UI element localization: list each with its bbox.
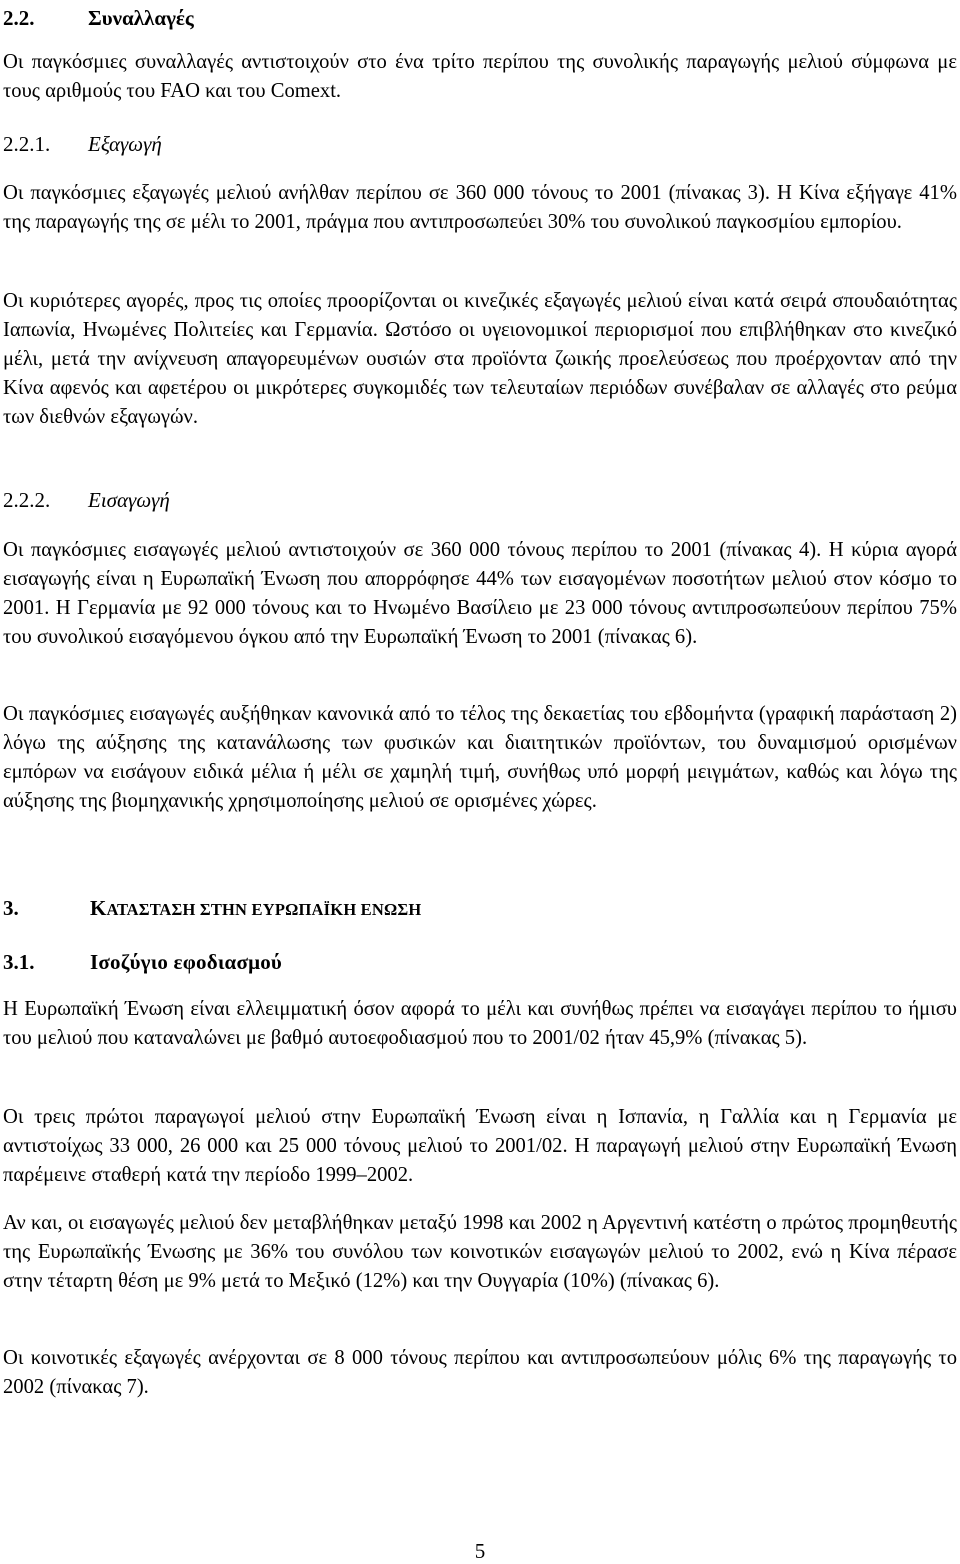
section-title: Ισοζύγιο εφοδιασμού <box>90 950 282 974</box>
paragraph-exports-2: Οι κυριότερες αγορές, προς τις οποίες προορίζονται οι κινεζικές εξαγωγές μελιού είναι κατά σειρά σπουδαιότητας Ιαπωνία, Ηνωμένες Πολιτείες και Γερμανία. Ωστόσο οι υγειονομικοί περιορισμοί που επιβλήθηκαν στο κινεζικό μέλι, μετά την ανίχνευση απαγορευμένων ουσιών στα προϊόντα ζωικής προελεύσεως που προέρχονταν από την Κίνα αφενός και αφετέρου οι μικρότερες συγκομιδές των τελευταίων περιόδων συνέβαλαν σε αλλαγές στο ρεύμα των διεθνών εξαγωγών. <box>3 290 957 428</box>
section-title: Εισαγωγή <box>88 488 170 512</box>
section-title: Εξαγωγή <box>88 132 162 156</box>
section-number: 2.2.1. <box>3 132 51 156</box>
section-heading-2-2-2 <box>3 486 957 515</box>
paragraph-imports-2: Οι παγκόσμιες εισαγωγές αυξήθηκαν κανονικά από το τέλος της δεκαετίας του εβδομήντα (γραφική παράσταση 2) λόγω της αύξησης της κατανάλωσης των φυσικών και διαιτητικών προϊόντων, του δυναμισμού ορισμένων εμπόρων να εισάγουν ειδικά μέλια ή μέλι σε χαμηλή τιμή, συνήθως υπό μορφή μειγμάτων, καθώς και λόγω της αύξησης της βιομηχανικής χρησιμοποίησης μελιού σε ορισμένες χώρες. <box>3 703 957 812</box>
section-heading-2-2 <box>3 4 957 33</box>
section-number: 3.1. <box>3 950 35 974</box>
section-title-smallcaps: ΑΤΑΣΤΑΣΗ ΣΤΗΝ ΕΥΡΩΠΑΪΚΗ ΕΝΩΣΗ <box>106 900 422 919</box>
paragraph-imports-1: Οι παγκόσμιες εισαγωγές μελιού αντιστοιχούν σε 360 000 τόνους περίπου το 2001 (πίνακας 4). Η κύρια αγορά εισαγωγής είναι η Ευρωπαϊκή Ένωση που απορρόφησε 44% των εισαγομένων ποσοτήτων μελιού στον κόσμο το 2001. Η Γερμανία με 92 000 τόνους και το Ηνωμένο Βασίλειο με 23 000 τόνους αντιπροσωπεύουν περίπου 75% του συνολικού εισαγόμενου όγκου από την Ευρωπαϊκή Ένωση το 2001 (πίνακας 6). <box>3 539 957 648</box>
paragraph-supply-balance-1: Η Ευρωπαϊκή Ένωση είναι ελλειμματική όσον αφορά το μέλι και συνήθως πρέπει να εισαγάγει περίπου το ήμισυ του μελιού που καταναλώνει με βαθμό αυτοεφοδιασμού που το 2001/02 ήταν 45,9% (πίνακας 5). <box>3 998 957 1049</box>
section-heading-2-2-1 <box>3 130 957 159</box>
paragraph-exports-1: Οι παγκόσμιες εξαγωγές μελιού ανήλθαν περίπου σε 360 000 τόνους το 2001 (πίνακας 3). Η Κίνα εξήγαγε 41% της παραγωγής της σε μέλι το 2001, πράγμα που αντιπροσωπεύει 30% του συνολικού παγκοσμίου εμπορίου. <box>3 182 957 233</box>
section-number: 2.2. <box>3 6 35 30</box>
section-title-initial: Κ <box>90 896 107 920</box>
section-title <box>90 896 421 920</box>
section-heading-3 <box>3 894 957 924</box>
page-number: 5 <box>474 1539 486 1563</box>
paragraph-transactions-intro: Οι παγκόσμιες συναλλαγές αντιστοιχούν στο ένα τρίτο περίπου της συνολικής παραγωγής μελιού σύμφωνα με τους αριθμούς του FAO και του Comext. <box>3 51 957 102</box>
paragraph-supply-balance-2: Οι τρεις πρώτοι παραγωγοί μελιού στην Ευρωπαϊκή Ένωση είναι η Ισπανία, η Γαλλία και η Γερμανία με αντιστοίχως 33 000, 26 000 και 25 000 τόνους μελιού το 2001/02. Η παραγωγή μελιού στην Ευρωπαϊκή Ένωση παρέμεινε σταθερή κατά την περίοδο 1999–2002. <box>3 1106 957 1186</box>
section-heading-3-1 <box>3 948 957 977</box>
paragraph-supply-balance-3: Αν και, οι εισαγωγές μελιού δεν μεταβλήθηκαν μεταξύ 1998 και 2002 η Αργεντινή κατέστη ο πρώτος προμηθευτής της Ευρωπαϊκής Ένωσης με 36% του συνόλου των κοινοτικών εισαγωγών μελιού το 2002, ενώ η Κίνα πέρασε στην τέταρτη θέση με 9% μετά το Μεξικό (12%) και την Ουγγαρία (10%) (πίνακας 6). <box>3 1212 957 1292</box>
section-title: Συναλλαγές <box>88 6 194 30</box>
paragraph-supply-balance-4: Οι κοινοτικές εξαγωγές ανέρχονται σε 8 000 τόνους περίπου και αντιπροσωπεύουν μόλις 6% της παραγωγής το 2002 (πίνακας 7). <box>3 1347 957 1398</box>
section-number: 3. <box>3 896 19 920</box>
section-number: 2.2.2. <box>3 488 51 512</box>
